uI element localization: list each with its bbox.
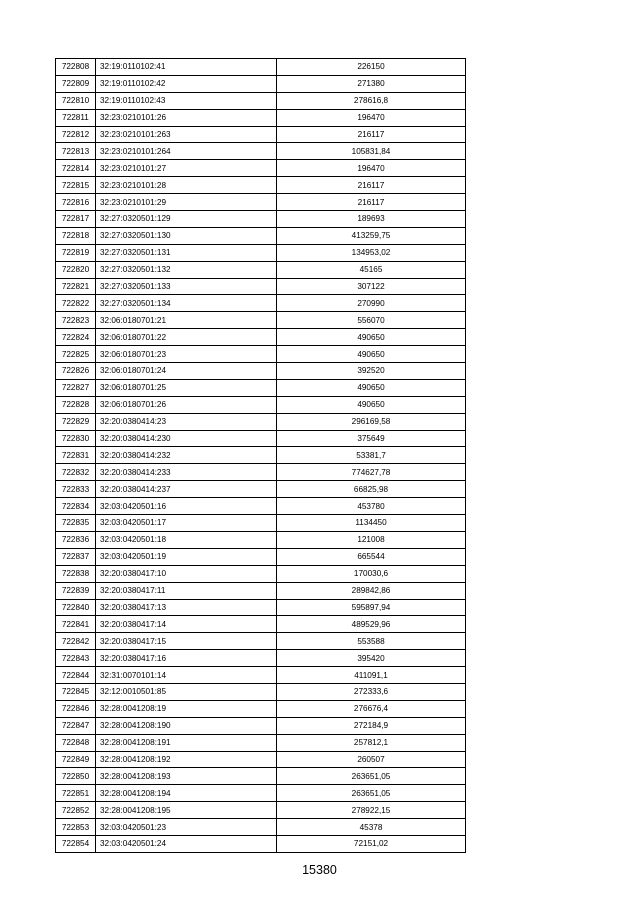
record-id-cell: 722828 — [56, 396, 96, 413]
cadastral-number-cell: 32:20:0380414:233 — [96, 464, 277, 481]
value-cell: 226150 — [277, 59, 466, 76]
value-cell: 270990 — [277, 295, 466, 312]
value-cell: 1134450 — [277, 515, 466, 532]
value-cell: 66825,98 — [277, 481, 466, 498]
cadastral-number-cell: 32:20:0380417:11 — [96, 582, 277, 599]
table-row — [56, 498, 466, 515]
table-row — [56, 261, 466, 278]
record-id-cell: 722830 — [56, 430, 96, 447]
value-cell: 556070 — [277, 312, 466, 329]
value-cell: 260507 — [277, 751, 466, 768]
record-id-cell: 722823 — [56, 312, 96, 329]
table-row — [56, 312, 466, 329]
value-cell: 595897,94 — [277, 599, 466, 616]
record-id-cell: 722829 — [56, 413, 96, 430]
table-row — [56, 768, 466, 785]
value-cell: 134953,02 — [277, 244, 466, 261]
value-cell: 216117 — [277, 194, 466, 211]
cadastral-number-cell: 32:27:0320501:131 — [96, 244, 277, 261]
value-cell: 263651,05 — [277, 785, 466, 802]
record-id-cell: 722826 — [56, 363, 96, 380]
cadastral-number-cell: 32:06:0180701:23 — [96, 346, 277, 363]
record-id-cell: 722846 — [56, 700, 96, 717]
record-id-cell: 722853 — [56, 819, 96, 836]
table-row — [56, 379, 466, 396]
cadastral-number-cell: 32:27:0320501:133 — [96, 278, 277, 295]
cadastral-number-cell: 32:27:0320501:129 — [96, 211, 277, 228]
cadastral-number-cell: 32:03:0420501:19 — [96, 548, 277, 565]
value-cell: 453780 — [277, 498, 466, 515]
cadastral-number-cell: 32:06:0180701:26 — [96, 396, 277, 413]
record-id-cell: 722852 — [56, 802, 96, 819]
value-cell: 72151,02 — [277, 835, 466, 852]
table-row — [56, 227, 466, 244]
cadastral-number-cell: 32:06:0180701:24 — [96, 363, 277, 380]
record-id-cell: 722834 — [56, 498, 96, 515]
table-row — [56, 548, 466, 565]
record-id-cell: 722831 — [56, 447, 96, 464]
cadastral-number-cell: 32:28:0041208:194 — [96, 785, 277, 802]
cadastral-number-cell: 32:27:0320501:134 — [96, 295, 277, 312]
table-row — [56, 211, 466, 228]
cadastral-number-cell: 32:06:0180701:21 — [96, 312, 277, 329]
record-id-cell: 722854 — [56, 835, 96, 852]
table-row — [56, 599, 466, 616]
table-row — [56, 515, 466, 532]
value-cell: 170030,6 — [277, 565, 466, 582]
cadastral-number-cell: 32:28:0041208:19 — [96, 700, 277, 717]
record-id-cell: 722808 — [56, 59, 96, 76]
cadastral-number-cell: 32:27:0320501:130 — [96, 227, 277, 244]
cadastral-number-cell: 32:06:0180701:22 — [96, 329, 277, 346]
table-row — [56, 700, 466, 717]
table-row — [56, 565, 466, 582]
value-cell: 490650 — [277, 329, 466, 346]
table-row — [56, 802, 466, 819]
table-row — [56, 481, 466, 498]
value-cell: 53381,7 — [277, 447, 466, 464]
cadastral-number-cell: 32:20:0380417:15 — [96, 633, 277, 650]
cadastral-number-cell: 32:23:0210101:27 — [96, 160, 277, 177]
record-id-cell: 722843 — [56, 650, 96, 667]
value-cell: 289842,86 — [277, 582, 466, 599]
table-row — [56, 244, 466, 261]
value-cell: 413259,75 — [277, 227, 466, 244]
table-row — [56, 295, 466, 312]
record-id-cell: 722845 — [56, 683, 96, 700]
record-id-cell: 722812 — [56, 126, 96, 143]
table-row — [56, 143, 466, 160]
record-id-cell: 722832 — [56, 464, 96, 481]
value-cell: 272184,9 — [277, 717, 466, 734]
record-id-cell: 722818 — [56, 227, 96, 244]
value-cell: 196470 — [277, 109, 466, 126]
value-cell: 272333,6 — [277, 683, 466, 700]
value-cell: 45378 — [277, 819, 466, 836]
table-row — [56, 835, 466, 852]
record-id-cell: 722816 — [56, 194, 96, 211]
value-cell: 489529,96 — [277, 616, 466, 633]
value-cell: 278616,8 — [277, 92, 466, 109]
records-table-body — [56, 59, 466, 853]
table-row — [56, 464, 466, 481]
cadastral-number-cell: 32:20:0380417:16 — [96, 650, 277, 667]
record-id-cell: 722810 — [56, 92, 96, 109]
record-id-cell: 722827 — [56, 379, 96, 396]
cadastral-number-cell: 32:23:0210101:263 — [96, 126, 277, 143]
record-id-cell: 722825 — [56, 346, 96, 363]
record-id-cell: 722809 — [56, 75, 96, 92]
record-id-cell: 722836 — [56, 531, 96, 548]
cadastral-number-cell: 32:03:0420501:18 — [96, 531, 277, 548]
table-row — [56, 177, 466, 194]
table-row — [56, 75, 466, 92]
cadastral-number-cell: 32:03:0420501:24 — [96, 835, 277, 852]
table-row — [56, 126, 466, 143]
table-row — [56, 430, 466, 447]
cadastral-number-cell: 32:19:0110102:41 — [96, 59, 277, 76]
value-cell: 196470 — [277, 160, 466, 177]
table-row — [56, 616, 466, 633]
value-cell: 490650 — [277, 346, 466, 363]
record-id-cell: 722821 — [56, 278, 96, 295]
cadastral-number-cell: 32:23:0210101:29 — [96, 194, 277, 211]
value-cell: 411091,1 — [277, 667, 466, 684]
value-cell: 665544 — [277, 548, 466, 565]
record-id-cell: 722844 — [56, 667, 96, 684]
value-cell: 257812,1 — [277, 734, 466, 751]
value-cell: 392520 — [277, 363, 466, 380]
value-cell: 490650 — [277, 396, 466, 413]
value-cell: 105831,84 — [277, 143, 466, 160]
value-cell: 121008 — [277, 531, 466, 548]
table-row — [56, 346, 466, 363]
table-row — [56, 531, 466, 548]
table-row — [56, 683, 466, 700]
value-cell: 276676,4 — [277, 700, 466, 717]
table-row — [56, 109, 466, 126]
table-row — [56, 363, 466, 380]
table-row — [56, 160, 466, 177]
table-row — [56, 582, 466, 599]
record-id-cell: 722849 — [56, 751, 96, 768]
value-cell: 490650 — [277, 379, 466, 396]
record-id-cell: 722835 — [56, 515, 96, 532]
cadastral-number-cell: 32:20:0380414:232 — [96, 447, 277, 464]
record-id-cell: 722820 — [56, 261, 96, 278]
table-row — [56, 194, 466, 211]
cadastral-number-cell: 32:27:0320501:132 — [96, 261, 277, 278]
record-id-cell: 722838 — [56, 565, 96, 582]
table-row — [56, 413, 466, 430]
value-cell: 216117 — [277, 177, 466, 194]
record-id-cell: 722815 — [56, 177, 96, 194]
cadastral-number-cell: 32:28:0041208:193 — [96, 768, 277, 785]
cadastral-number-cell: 32:20:0380414:23 — [96, 413, 277, 430]
table-row — [56, 650, 466, 667]
record-id-cell: 722847 — [56, 717, 96, 734]
cadastral-number-cell: 32:03:0420501:16 — [96, 498, 277, 515]
table-row — [56, 396, 466, 413]
record-id-cell: 722811 — [56, 109, 96, 126]
record-id-cell: 722841 — [56, 616, 96, 633]
page-number: 15380 — [302, 863, 337, 877]
table-row — [56, 734, 466, 751]
record-id-cell: 722840 — [56, 599, 96, 616]
table-row — [56, 751, 466, 768]
cadastral-number-cell: 32:20:0380414:237 — [96, 481, 277, 498]
cadastral-number-cell: 32:12:0010501:85 — [96, 683, 277, 700]
table-row — [56, 819, 466, 836]
cadastral-number-cell: 32:19:0110102:42 — [96, 75, 277, 92]
table-row — [56, 785, 466, 802]
value-cell: 296169,58 — [277, 413, 466, 430]
cadastral-number-cell: 32:20:0380417:10 — [96, 565, 277, 582]
table-row — [56, 633, 466, 650]
cadastral-number-cell: 32:20:0380417:13 — [96, 599, 277, 616]
value-cell: 189693 — [277, 211, 466, 228]
record-id-cell: 722842 — [56, 633, 96, 650]
cadastral-number-cell: 32:23:0210101:28 — [96, 177, 277, 194]
cadastral-number-cell: 32:28:0041208:191 — [96, 734, 277, 751]
table-row — [56, 717, 466, 734]
cadastral-number-cell: 32:31:0070101:14 — [96, 667, 277, 684]
record-id-cell: 722819 — [56, 244, 96, 261]
value-cell: 395420 — [277, 650, 466, 667]
value-cell: 307122 — [277, 278, 466, 295]
cadastral-number-cell: 32:28:0041208:192 — [96, 751, 277, 768]
record-id-cell: 722848 — [56, 734, 96, 751]
value-cell: 216117 — [277, 126, 466, 143]
table-row — [56, 92, 466, 109]
value-cell: 774627,78 — [277, 464, 466, 481]
cadastral-number-cell: 32:28:0041208:195 — [96, 802, 277, 819]
cadastral-number-cell: 32:06:0180701:25 — [96, 379, 277, 396]
record-id-cell: 722817 — [56, 211, 96, 228]
record-id-cell: 722837 — [56, 548, 96, 565]
table-row — [56, 59, 466, 76]
value-cell: 263651,05 — [277, 768, 466, 785]
table-row — [56, 278, 466, 295]
cadastral-number-cell: 32:19:0110102:43 — [96, 92, 277, 109]
value-cell: 375649 — [277, 430, 466, 447]
cadastral-number-cell: 32:03:0420501:23 — [96, 819, 277, 836]
value-cell: 278922,15 — [277, 802, 466, 819]
cadastral-number-cell: 32:03:0420501:17 — [96, 515, 277, 532]
value-cell: 271380 — [277, 75, 466, 92]
record-id-cell: 722824 — [56, 329, 96, 346]
record-id-cell: 722851 — [56, 785, 96, 802]
table-row — [56, 329, 466, 346]
cadastral-number-cell: 32:23:0210101:26 — [96, 109, 277, 126]
cadastral-number-cell: 32:23:0210101:264 — [96, 143, 277, 160]
record-id-cell: 722839 — [56, 582, 96, 599]
records-table — [55, 58, 466, 853]
record-id-cell: 722833 — [56, 481, 96, 498]
record-id-cell: 722822 — [56, 295, 96, 312]
record-id-cell: 722850 — [56, 768, 96, 785]
table-row — [56, 447, 466, 464]
record-id-cell: 722814 — [56, 160, 96, 177]
cadastral-number-cell: 32:28:0041208:190 — [96, 717, 277, 734]
table-row — [56, 667, 466, 684]
value-cell: 553588 — [277, 633, 466, 650]
value-cell: 45165 — [277, 261, 466, 278]
cadastral-number-cell: 32:20:0380414:230 — [96, 430, 277, 447]
record-id-cell: 722813 — [56, 143, 96, 160]
cadastral-number-cell: 32:20:0380417:14 — [96, 616, 277, 633]
